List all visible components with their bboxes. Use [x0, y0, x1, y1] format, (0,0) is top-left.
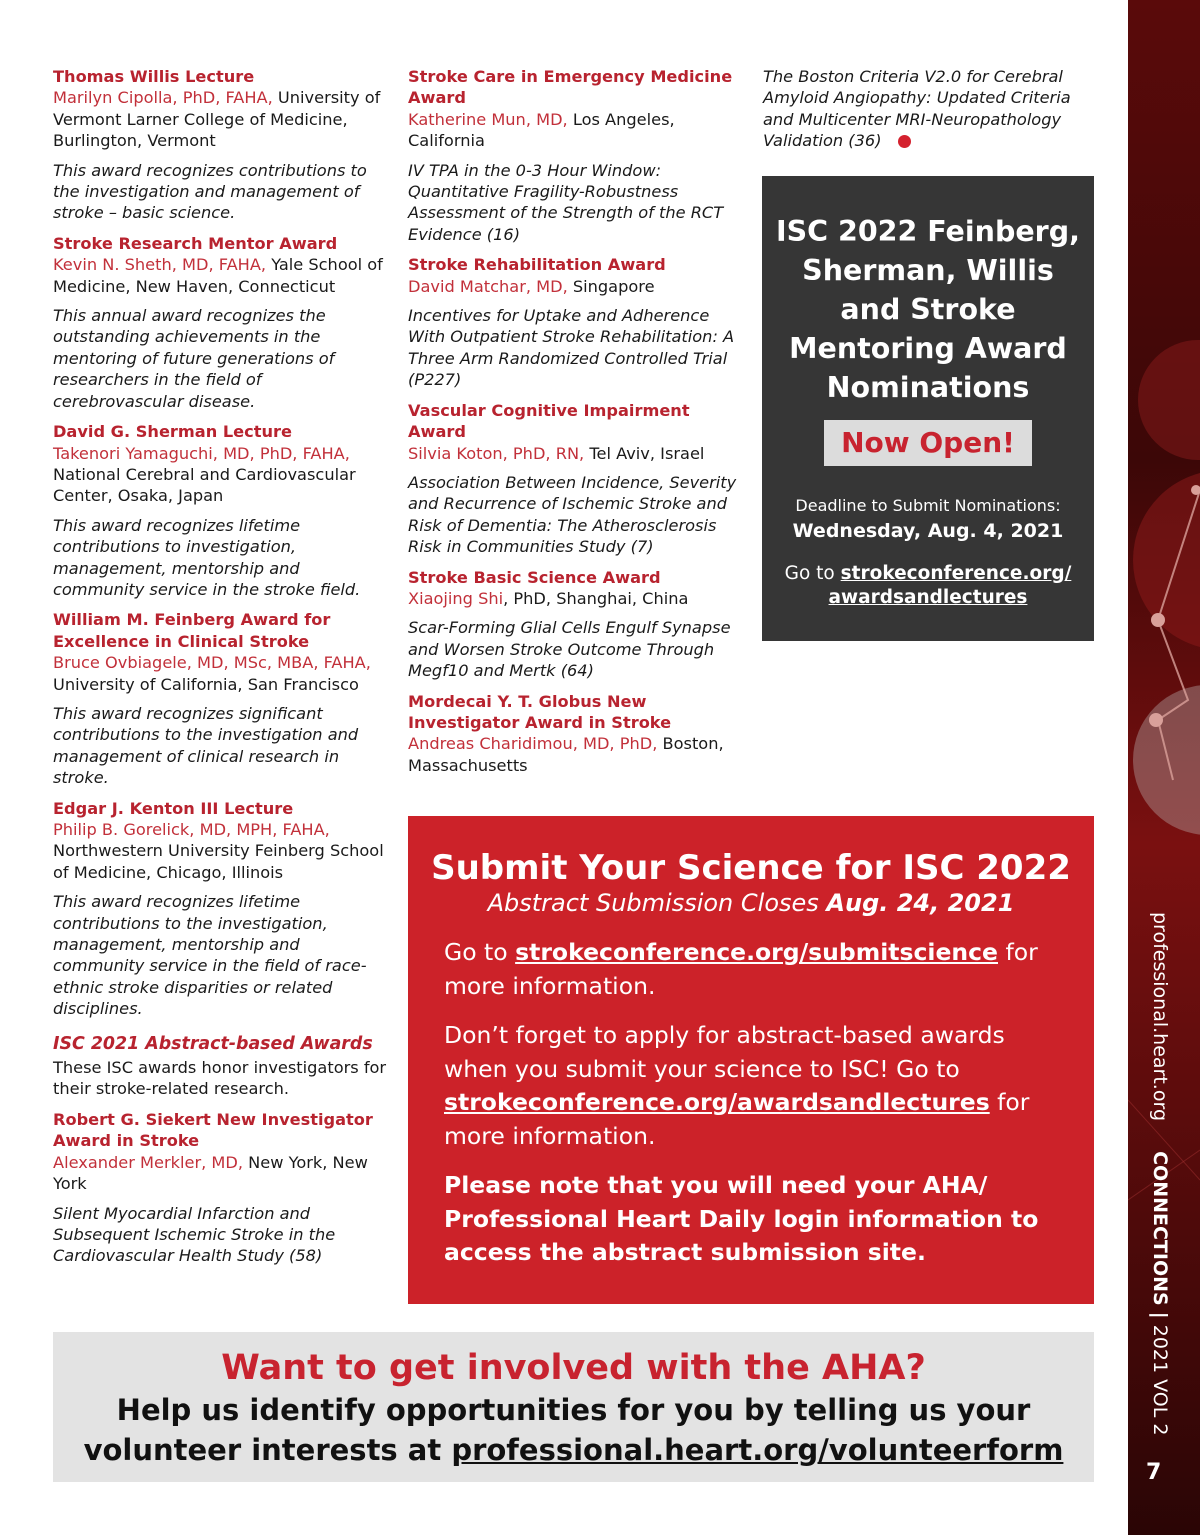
recipient-affiliation: Boston, Massachusetts: [408, 734, 724, 775]
recipient-affiliation: Los Angeles, California: [408, 109, 675, 151]
recipient-affiliation: University of California, San Francisco: [53, 674, 359, 694]
award-title: Mordecai Y. T. Globus New Investigator Award in Stroke: [408, 691, 672, 732]
end-mark-icon: [898, 135, 911, 148]
award-title: Vascular Cognitive Impairment Award: [408, 400, 690, 442]
award-title: Thomas Willis Lecture: [53, 67, 255, 86]
callout-paragraph: [408, 936, 1094, 1003]
award-description: This award recognizes contributions to the investigation and management of stroke – basic science.: [53, 160, 367, 223]
banner-headline: Want to get involved with the AHA?: [221, 1348, 926, 1388]
p2-suffix: for more information.: [444, 1088, 1030, 1150]
banner-line: Help us identify opportunities for you by telling us your: [116, 1393, 1031, 1427]
award-entry: [408, 691, 750, 777]
site-url: professional.heart.org: [1149, 912, 1171, 1121]
award-title: Stroke Basic Science Award: [408, 567, 661, 587]
recipient-name: Andreas Charidimou, MD, PhD,: [408, 734, 658, 754]
line2-prefix: volunteer interests at: [83, 1433, 452, 1467]
vertical-footer: [1145, 912, 1175, 1460]
recipient-affiliation: Tel Aviv, Israel: [584, 443, 705, 463]
submitscience-link[interactable]: strokeconference.org/submitscience: [515, 938, 998, 966]
recipient-name: Alexander Merkler, MD,: [53, 1152, 243, 1172]
subtitle-date: Aug. 24, 2021: [826, 889, 1015, 917]
award-description: This award recognizes lifetime contributions to the investigation, management, mentorship and community service in the field of race-ethnic stroke disparities or related disciplines.: [53, 892, 367, 1019]
recipient-affiliation: University of Vermont Larner College of Medicine, Burlington, Vermont: [53, 88, 381, 151]
abstract-title: IV TPA in the 0-3 Hour Window: Quantitative Fragility-Robustness Assessment of the Strength of the RCT Evidence (16): [408, 160, 724, 244]
recipient-affiliation: New York, New York: [53, 1152, 368, 1194]
recipient-name: Silvia Koton, PhD, RN,: [408, 443, 585, 463]
recipient-name: Takenori Yamaguchi, MD, PhD, FAHA,: [53, 443, 350, 463]
awards-link[interactable]: strokeconference.org/ awardsandlectures: [828, 563, 1072, 608]
award-entry: [53, 421, 388, 600]
section-intro: These ISC awards honor investigators for their stroke-related research.: [53, 1058, 387, 1099]
deadline-date: Wednesday, Aug. 4, 2021: [792, 520, 1064, 542]
nominations-callout: [762, 176, 1094, 641]
recipient-affiliation: Singapore: [567, 276, 655, 296]
award-description: This annual award recognizes the outstanding achievements in the mentoring of future generations of researchers in the field of cerebrovascular disease.: [53, 306, 335, 411]
volunteerform-link[interactable]: professional.heart.org/volunteerform: [451, 1433, 1064, 1467]
awardsandlectures-link[interactable]: strokeconference.org/awardsandlectures: [444, 1088, 990, 1116]
recipient-affiliation: National Cerebral and Cardiovascular Center, Osaka, Japan: [53, 464, 356, 506]
award-entry: [53, 798, 388, 1020]
login-note: Please note that you will need your AHA/ Professional Heart Daily login information to access the abstract submission site.: [444, 1171, 1039, 1266]
subtitle-prefix: Abstract Submission Closes: [487, 889, 827, 917]
award-description: This award recognizes significant contributions to the investigation and management of clinical research in stroke.: [53, 703, 359, 788]
callout-link-line: [762, 562, 1094, 610]
award-title: Stroke Research Mentor Award: [53, 233, 338, 253]
volume: 2021 VOL 2: [1149, 1324, 1171, 1436]
separator: |: [1149, 1311, 1171, 1319]
recipient-affiliation: Northwestern University Feinberg School of Medicine, Chicago, Illinois: [53, 841, 384, 882]
award-entry: [53, 609, 388, 788]
callout-subtitle: [408, 888, 1094, 918]
award-entry: [408, 567, 750, 682]
p1-suffix: for more information.: [444, 938, 1038, 1000]
abstract-awards-section: [53, 1034, 388, 1100]
deadline-label: Deadline to Submit Nominations:: [795, 496, 1061, 515]
submit-science-callout: [408, 816, 1094, 1304]
abstract-title: Silent Myocardial Infarction and Subsequent Ischemic Stroke in the Cardiovascular Health Study (58): [53, 1203, 336, 1266]
award-entry: [53, 66, 388, 224]
callout-paragraph: [408, 1019, 1094, 1153]
award-entry: [53, 1109, 388, 1267]
recipient-affiliation: , PhD, Shanghai, China: [503, 588, 689, 608]
recipient-name: Marilyn Cipolla, PhD, FAHA,: [53, 88, 273, 108]
award-entry: [53, 233, 388, 412]
recipient-name: Philip B. Gorelick, MD, MPH, FAHA,: [53, 820, 330, 839]
publication-name: CONNECTIONS: [1149, 1151, 1171, 1306]
recipient-affiliation: Yale School of Medicine, New Haven, Connecticut: [53, 255, 383, 296]
goto-prefix: Go to: [784, 563, 841, 584]
award-title: William M. Feinberg Award for Excellence in Clinical Stroke: [53, 610, 331, 651]
recipient-name: Xiaojing Shi: [408, 588, 504, 608]
p2-prefix: Don’t forget to apply for abstract-based awards when you submit your science to ISC! Go to: [444, 1021, 1005, 1083]
abstract-title: Scar-Forming Glial Cells Engulf Synapse and Worsen Stroke Outcome Through Megf10 and Mertk (64): [408, 618, 731, 681]
left-column: [53, 66, 388, 1276]
callout-title: Submit Your Science for ISC 2022: [431, 848, 1071, 888]
recipient-name: Katherine Mun, MD,: [408, 109, 568, 129]
award-title: Robert G. Siekert New Investigator Award in Stroke: [53, 1109, 373, 1151]
volunteer-banner: [53, 1332, 1094, 1482]
award-description: This award recognizes lifetime contributions to investigation, management, mentorship and community service in the stroke field.: [53, 515, 361, 599]
award-entry: [408, 400, 750, 558]
abstract-title: Incentives for Uptake and Adherence With Outpatient Stroke Rehabilitation: A Three Arm Randomized Controlled Trial (P227): [408, 306, 735, 390]
section-heading: ISC 2021 Abstract-based Awards: [53, 1033, 373, 1054]
now-open-badge: Now Open!: [824, 420, 1032, 466]
award-title: Stroke Rehabilitation Award: [408, 255, 666, 275]
abstract-title: The Boston Criteria V2.0 for Cerebral Amyloid Angiopathy: Updated Criteria and Multicenter MRI-Neuropathology Validation (36): [763, 67, 1071, 151]
award-entry: [408, 66, 750, 245]
right-column: [763, 66, 1103, 152]
banner-line: [53, 1430, 1094, 1470]
award-entry: [408, 254, 750, 390]
callout-title: ISC 2022 Feinberg, Sherman, Willis and Stroke Mentoring Award Nominations: [776, 215, 1080, 404]
recipient-name: Kevin N. Sheth, MD, FAHA,: [53, 255, 267, 275]
middle-column: [408, 66, 750, 785]
recipient-name: David Matchar, MD,: [408, 276, 568, 296]
award-title: Stroke Care in Emergency Medicine Award: [408, 67, 733, 108]
award-title: Edgar J. Kenton III Lecture: [53, 798, 294, 818]
page-number: 7: [1146, 1460, 1162, 1485]
award-title: David G. Sherman Lecture: [53, 422, 292, 442]
recipient-name: Bruce Ovbiagele, MD, MSc, MBA, FAHA,: [53, 653, 371, 673]
p1-prefix: Go to: [444, 938, 516, 966]
abstract-title: Association Between Incidence, Severity and Recurrence of Ischemic Stroke and Risk of Dementia: The Atherosclerosis Risk in Communities Study (7): [408, 472, 737, 557]
